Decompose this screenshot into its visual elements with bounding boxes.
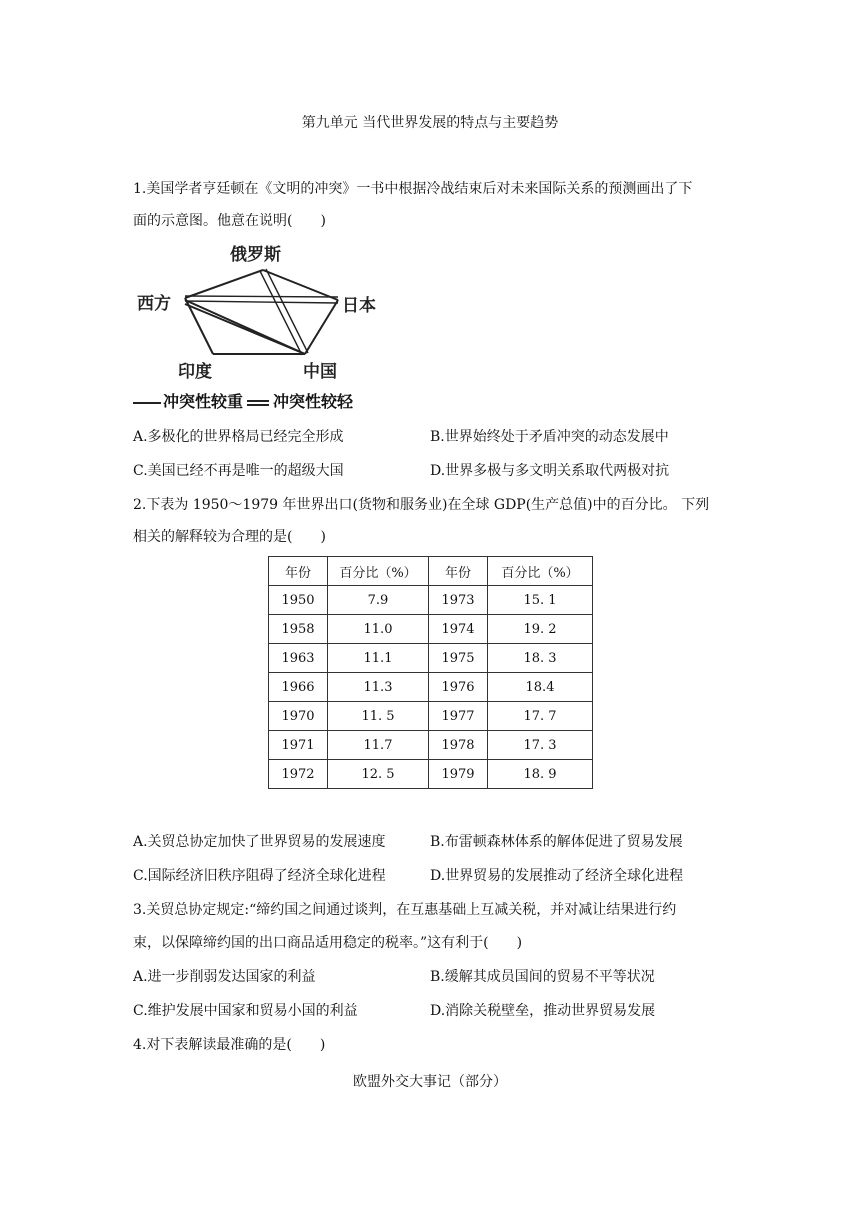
table-cell: 17. 3 xyxy=(488,731,593,760)
q1-stem-line2: 面的示意图。他意在说明( ) xyxy=(133,213,326,229)
table-cell: 1958 xyxy=(269,615,328,644)
table-cell: 17. 7 xyxy=(488,702,593,731)
diagram-legend xyxy=(133,389,353,412)
table-row xyxy=(269,702,593,731)
q4-stem-line1: 4.对下表解读最准确的是( ) xyxy=(133,1037,326,1053)
legend-heavy-label: 冲突性较重 xyxy=(163,392,244,411)
q2-stem-line1: 2.下表为 1950～1979 年世界出口(货物和服务业)在全球 GDP(生产总值)中的百分比。 下列 xyxy=(133,497,710,513)
legend-light-label: 冲突性较轻 xyxy=(273,392,354,411)
q3-stem-line1: 3.关贸总协定规定:“缔约国之间通过谈判，在互惠基础上互减关税，并对减让结果进行约 xyxy=(133,902,677,918)
table-row xyxy=(269,615,593,644)
q1-stem-line1: 1.美国学者亨廷顿在《文明的冲突》一书中根据冷战结束后对未来国际关系的预测画出了下 xyxy=(133,181,693,197)
header-year-2: 年份 xyxy=(429,557,488,586)
legend-heavy-line xyxy=(133,402,161,404)
q3-option-d[interactable]: D.消除关税壁垒，推动世界贸易发展 xyxy=(430,1003,656,1019)
table-cell: 1970 xyxy=(269,702,328,731)
table-cell: 11. 5 xyxy=(328,702,429,731)
q2-option-a[interactable]: A.关贸总协定加快了世界贸易的发展速度 xyxy=(133,834,386,850)
table-cell: 11.7 xyxy=(328,731,429,760)
q1-option-d[interactable]: D.世界多极与多文明关系取代两极对抗 xyxy=(430,463,670,479)
table-cell: 1966 xyxy=(269,673,328,702)
table-row xyxy=(269,760,593,789)
table-header-row xyxy=(269,557,593,586)
node-china: 中国 xyxy=(303,362,337,382)
table-row xyxy=(269,644,593,673)
table-cell: 1979 xyxy=(429,760,488,789)
table-cell: 1974 xyxy=(429,615,488,644)
table-row xyxy=(269,673,593,702)
table-cell: 18. 9 xyxy=(488,760,593,789)
table-cell: 11.0 xyxy=(328,615,429,644)
q3-option-a[interactable]: A.进一步削弱发达国家的利益 xyxy=(133,969,316,985)
table-cell: 1963 xyxy=(269,644,328,673)
q3-option-c[interactable]: C.维护发展中国家和贸易小国的利益 xyxy=(133,1003,358,1019)
table-cell: 15. 1 xyxy=(488,586,593,615)
table-cell: 1977 xyxy=(429,702,488,731)
q1-option-c[interactable]: C.美国已经不再是唯一的超级大国 xyxy=(133,463,344,479)
q3-option-b[interactable]: B.缓解其成员国间的贸易不平等状况 xyxy=(430,969,655,985)
table-cell: 1973 xyxy=(429,586,488,615)
table-cell: 1976 xyxy=(429,673,488,702)
table-row xyxy=(269,586,593,615)
q2-stem-line2: 相关的解释较为合理的是( ) xyxy=(133,529,326,545)
table-cell: 18. 3 xyxy=(488,644,593,673)
dbl-west-japan-b xyxy=(185,301,338,303)
table-cell: 1971 xyxy=(269,731,328,760)
page-title: 第九单元 当代世界发展的特点与主要趋势 xyxy=(301,115,559,131)
node-russia: 俄罗斯 xyxy=(230,245,281,265)
table-cell: 1975 xyxy=(429,644,488,673)
table-row xyxy=(269,731,593,760)
q1-option-b[interactable]: B.世界始终处于矛盾冲突的动态发展中 xyxy=(430,429,669,445)
header-year-1: 年份 xyxy=(269,557,328,586)
table-cell: 7.9 xyxy=(328,586,429,615)
line-west-russia xyxy=(185,270,263,298)
export-gdp-table xyxy=(268,556,593,789)
table-cell: 12. 5 xyxy=(328,760,429,789)
node-india: 印度 xyxy=(178,362,212,382)
q3-stem-line2: 束，以保障缔约国的出口商品适用稳定的税率。”这有利于( ) xyxy=(133,935,523,951)
table-cell: 11.3 xyxy=(328,673,429,702)
table-cell: 18.4 xyxy=(488,673,593,702)
node-japan: 日本 xyxy=(342,296,376,316)
table-cell: 1978 xyxy=(429,731,488,760)
table-cell: 1972 xyxy=(269,760,328,789)
table-cell: 1950 xyxy=(269,586,328,615)
q2-option-c[interactable]: C.国际经济旧秩序阻碍了经济全球化进程 xyxy=(133,868,386,884)
node-west: 西方 xyxy=(137,294,171,314)
header-percent-2: 百分比（%） xyxy=(488,557,593,586)
table-cell: 19. 2 xyxy=(488,615,593,644)
dbl-west-japan-a xyxy=(185,296,338,297)
legend-light-line xyxy=(247,400,269,406)
q4-table-title: 欧盟外交大事记（部分） xyxy=(353,1074,507,1090)
header-percent-1: 百分比（%） xyxy=(328,557,429,586)
table-cell: 11.1 xyxy=(328,644,429,673)
q2-option-d[interactable]: D.世界贸易的发展推动了经济全球化进程 xyxy=(430,868,684,884)
q1-option-a[interactable]: A.多极化的世界格局已经完全形成 xyxy=(133,429,344,445)
q2-option-b[interactable]: B.布雷顿森林体系的解体促进了贸易发展 xyxy=(430,834,683,850)
line-japan-china xyxy=(305,300,338,354)
